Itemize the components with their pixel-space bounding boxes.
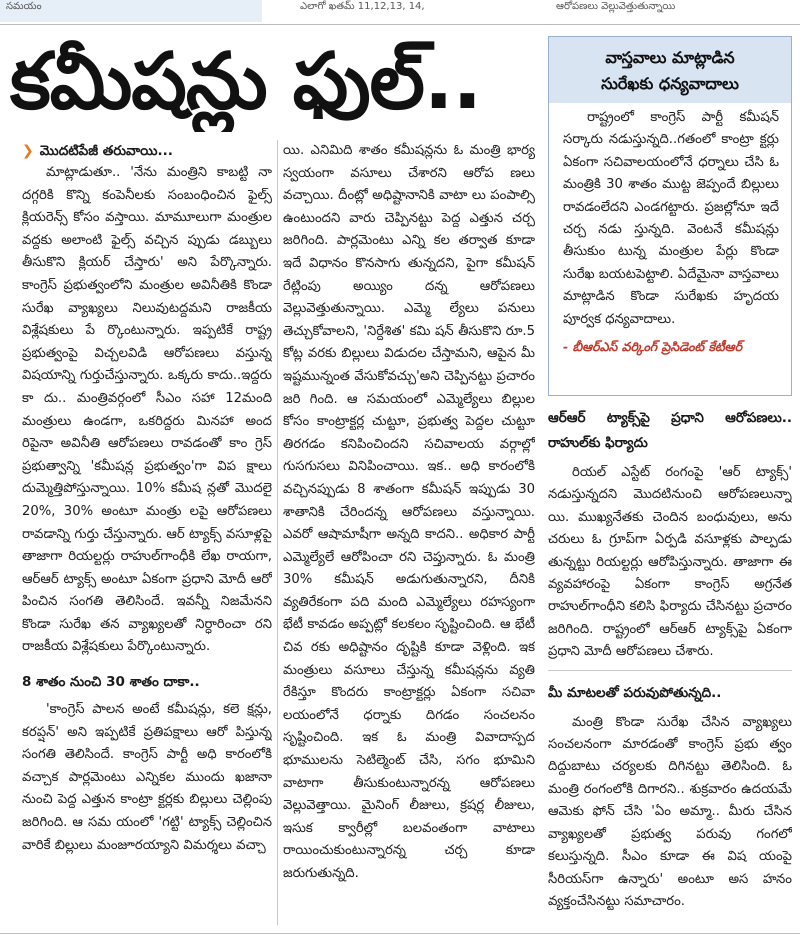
box-title <box>549 37 791 103</box>
top-fragment-left: సమయం <box>6 1 42 12</box>
article-column-1 <box>22 140 272 930</box>
bottom-rule <box>0 933 800 934</box>
box-title-line-1: వాస్తవాలు మాట్లాడిన <box>605 48 735 67</box>
chevron-right-icon: ❯ <box>22 143 34 159</box>
paragraph: 'కాంగ్రెస్ పాలన అంటే కమీషన్లు, కలె క్షన్లు, కరప్షన్' అని ఇప్పటికే ప్రతిపక్షాలు ఆరో పిస్తున్న సంగతి తెలిసిందే. కాంగ్రెస్ పార్టీ అధి కారంలోకి వచ్చాక పార్లమెంటు ఎన్నికల ముందు ఖజానా నుంచి పెద్ద ఎత్తున కాంట్రా క్టర్లకు బిల్లులు చెల్లింపు జరిగింది. ఆ సమ యంలో 'గట్టి' ట్యాక్స్ చెల్లించిన వారికే బిల్లులు మంజూరయ్యాని విమర్శలు వచ్చా <box>22 702 272 853</box>
subhead-8-to-30: 8 శాతం నుంచి 30 శాతం దాకా.. <box>22 674 200 691</box>
box-title-line-2: సురేఖకు ధన్యవాదాలు <box>601 74 739 93</box>
kicker-label: మొదటిపేజీ తరువాయి... <box>39 143 173 159</box>
paragraph: యి. ఎనిమిది శాతం కమీషన్లను ఓ మంత్రి భార్య స్వయంగా వసూలు చేశారని ఆరోప ణలు వచ్చాయి. దీంట్లో అధిష్టానానికి వాటా లు పంపాల్సి ఉంటుందని వారు చెప్పినట్టు పెద్ద ఎత్తున చర్చ జరిగింది. పార్లమెంటు ఎన్ని కల తర్వాత కూడా ఇదే విధానం కొనసాగు తున్నదని, పైగా కమీషన్ రేట్లింపు అయ్యిం దన్న ఆరోపణలు వెల్లువెత్తుతున్నాయి. ఎమ్మె ల్యేలు పనులు తెచ్చుకోవాలని, 'నిర్దేశిత' కమి షన్ తీసుకొని రూ.5 కోట్ల వరకు బిల్లులు విడుదల చేస్తామని, ఆపైన మీ ఇష్టమున్నంత వేసుకోవచ్చు'అని చెప్పినట్టు ప్రచారం జరి గింది. ఆ సమయంలో ఎమ్మెల్యేలు బిల్లుల కోసం కాంట్రాక్టర్ల చుట్టూ, ప్రభుత్వ పెద్దల చుట్టూ తిరగడం కనిపించిందని సచివాలయ వర్గాల్లో గుసగుసలు వినిపించాయి. ఇక.. అధి కారంలోకి వచ్చినప్పుడు 8 శాతంగా కమీషన్ ఇప్పుడు 30 శాతానికి చేరిందన్న ఆరోపణలు వస్తున్నాయి. ఎవరో ఆషామాషీగా అన్నది కాదని.. అధికార పార్టీ ఎమ్మెల్యేలే ఆరోపించా రని చెప్తున్నారు. ఓ మంత్రి 30% కమీషన్ అడుగుతున్నారని, దీనికి వ్యతిరేకంగా పది మంది ఎమ్మెల్యేలు రహస్యంగా భేటీ కావడం అప్పట్లో కలకలం సృష్టించింది. ఆ భేటీ చివ రకు అధిష్టానం దృష్టికి కూడా వెళ్లింది. ఇక మంత్రులు వసూలు చేస్తున్న కమీషన్లను వ్యతి రేకిస్తూ కొందరు కాంట్రాక్టర్లు ఏకంగా సచివా లయంలోనే ధర్నాకు దిగడం సంచలనం సృష్టించింది. ఇక ఓ మంత్రి వివాదాస్పద భూములను సెటిల్మెంట్ చేసి, సగం భూమిని వాటాగా తీసుకుంటున్నారన్న ఆరోపణలు వెల్లువెత్తాయి. మైనింగ్ లీజులు, క్రషర్ల లీజులు, ఇసుక క్వారీల్లో బలవంతంగా వాటాలు రాయించుకుంటున్నారన్న చర్చ కూడా జరుగుతున్నది. <box>283 143 535 881</box>
top-fragment-right: ఆరోపణలు వెల్లువెత్తుతున్నాయి <box>556 1 676 12</box>
box-signature: - బీఆర్ఎస్ వర్కింగ్ ప్రెసిడెంట్ కేటీఆర్ <box>563 339 743 355</box>
subhead-rr-tax: ఆర్‌ఆర్ ట్యాక్స్‌పై ప్రధాని ఆరోపణలు.. రాహుల్‌కు ఫిర్యాదు <box>548 410 792 451</box>
article-column-2 <box>283 140 535 930</box>
article-column-3 <box>548 406 792 931</box>
paragraph: మంత్రి కొండా సురేఖ చేసిన వ్యాఖ్యలు సంచలనంగా మారడంతో కాంగ్రెస్ ప్రభు త్వం దిద్దుబాటు చర్యలకు దిగినట్టు తెలిసింది. ఓ మంత్రి రంగంలోకి దిగారని.. శుక్రవారం ఉదయమే ఆమెకు ఫోన్ చేసి 'ఏం అమ్మా.. మీరు చేసిన వ్యాఖ్యలతో ప్రభుత్వ పరువు గంగలో కలుస్తున్నది. సీఎం కూడా ఈ విష యంపై సీరియస్‌గా ఉన్నారు' అంటూ అస హనం వ్యక్తంచేసినట్టు సమాచారం. <box>548 714 792 909</box>
top-rule <box>0 24 800 25</box>
paragraph: మాట్లాడుతూ.. 'నేను మంత్రిని కాబట్టి నా దగ్గరికి కొన్ని కంపెనీలకు సంబంధించిన ఫైల్స్ క్లియరెన్స్ కోసం వస్తాయి. మామూలుగా మంత్రుల వద్దకు అలాంటి ఫైల్స్ వచ్చిన ప్పుడు డబ్బులు తీసుకొని క్లియర్ చేస్తారు' అని పేర్కొన్నారు. కాంగ్రెస్ ప్రభుత్వంలోని మంత్రుల అవినీతికి కొండా సురేఖ వ్యాఖ్యలు నిలువుటద్దమని రాజకీయ విశ్లేషకులు పే ర్కొంటున్నారు. ఇప్పటికే రాష్ట్ర ప్రభుత్వంపై విచ్చలవిడి ఆరోపణలు వస్తున్న విషయాన్ని గుర్తుచేస్తున్నారు. ఒక్కరు కాదు..ఇద్దరు కా దు.. మంత్రివర్గంలో సీఎం సహా 12మంది మంత్రులు ఉండగా, ఒకరిద్దరు మినహా అంద రిపైనా అవినీతి ఆరోపణలు రావడంతో కాం గ్రెస్ ప్రభుత్వాన్ని 'కమీషన్ల ప్రభుత్వం'గా విప క్షాలు దుమ్మెత్తిపోస్తున్నాయి. 10% కమీష న్లతో మొదలై 20%, 30% అంటూ మంత్రు లపై ఆరోపణలు రావడాన్ని గుర్తు చేస్తున్నారు. ఆర్ ట్యాక్స్ వసూళ్లపై తాజాగా రియల్టర్లు రాహుల్‌గాంధీకి లేఖ రాయగా, ఆర్‌ఆర్ ట్యాక్స్ అంటూ ఏకంగా ప్రధాని మోదీ ఆరో పించిన సంగతి తెలిసిందే. ఇవన్నీ నిజమేనని కొండా సురేఖ తన వ్యాఖ్యలతో నిర్ధారించా రని రాజకీయ విశ్లేషకులు పేర్కొంటున్నారు. <box>22 165 272 655</box>
top-fragment-middle: ఎలాగో ఖతమ్ 11,12,13, 14, <box>300 1 425 12</box>
previous-article-box <box>0 0 262 22</box>
column-divider <box>277 140 278 925</box>
headline: కమీషన్లు ఫుల్.. <box>10 37 482 127</box>
kicker <box>22 140 272 162</box>
box-body <box>549 103 791 331</box>
paragraph: రియల్ ఎస్టేట్ రంగంపై 'ఆర్ ట్యాక్స్' నడుస్తున్నదని మొదటినుంచి ఆరోపణలున్నా యి. ముఖ్యనేతకు చెందిన బంధువులు, అను చరులు ఓ గ్రూప్‌గా ఏర్పడి వసూళ్లకు పాల్పడు తున్నట్టు రియల్టర్లు ఆరోపిస్తున్నారు. తాజాగా ఈ వ్యవహారంపై ఏకంగా కాంగ్రెస్ అగ్రనేత రాహుల్‌గాంధీని కలిసి ఫిర్యాదు చేసినట్టు ప్రచారం జరిగింది. రాష్ట్రంలో ఆర్‌ఆర్ ట్యాక్స్‌పై ఏకంగా ప్రధాని మోదీ ఆరోపణలు చేశారు. <box>548 465 792 660</box>
section-divider <box>548 670 792 671</box>
top-strip <box>0 0 800 22</box>
subhead-reputation: మీ మాటలతో పరువుపోతున్నది.. <box>548 684 722 701</box>
sidebar-quote-box <box>548 36 792 396</box>
box-paragraph: రాష్ట్రంలో కాంగ్రెస్ పార్టీ కమీషన్ సర్కారు నడుస్తున్నది..గతంలో కాంట్రా క్టర్లు ఏకంగా సచివాలయంలోనే ధర్నాలు చేసి ఓ మంత్రికి 30 శాతం ముట్ట జెప్పందే బిల్లులు రావడంలేదని ఎండగట్టారు. ప్రజల్లోనూ ఇదే చర్చ నడు స్తున్నది. వెంటనే కమీషన్లు తీసుకుం టున్న మంత్రుల పేర్లు కొండా సురేఖ బయటపెట్టాలి. ఏదేమైనా వాస్తవాలు మాట్లాడిన కొండా సురేఖకు హృదయ పూర్వక ధన్యవాదాలు. <box>563 110 779 327</box>
